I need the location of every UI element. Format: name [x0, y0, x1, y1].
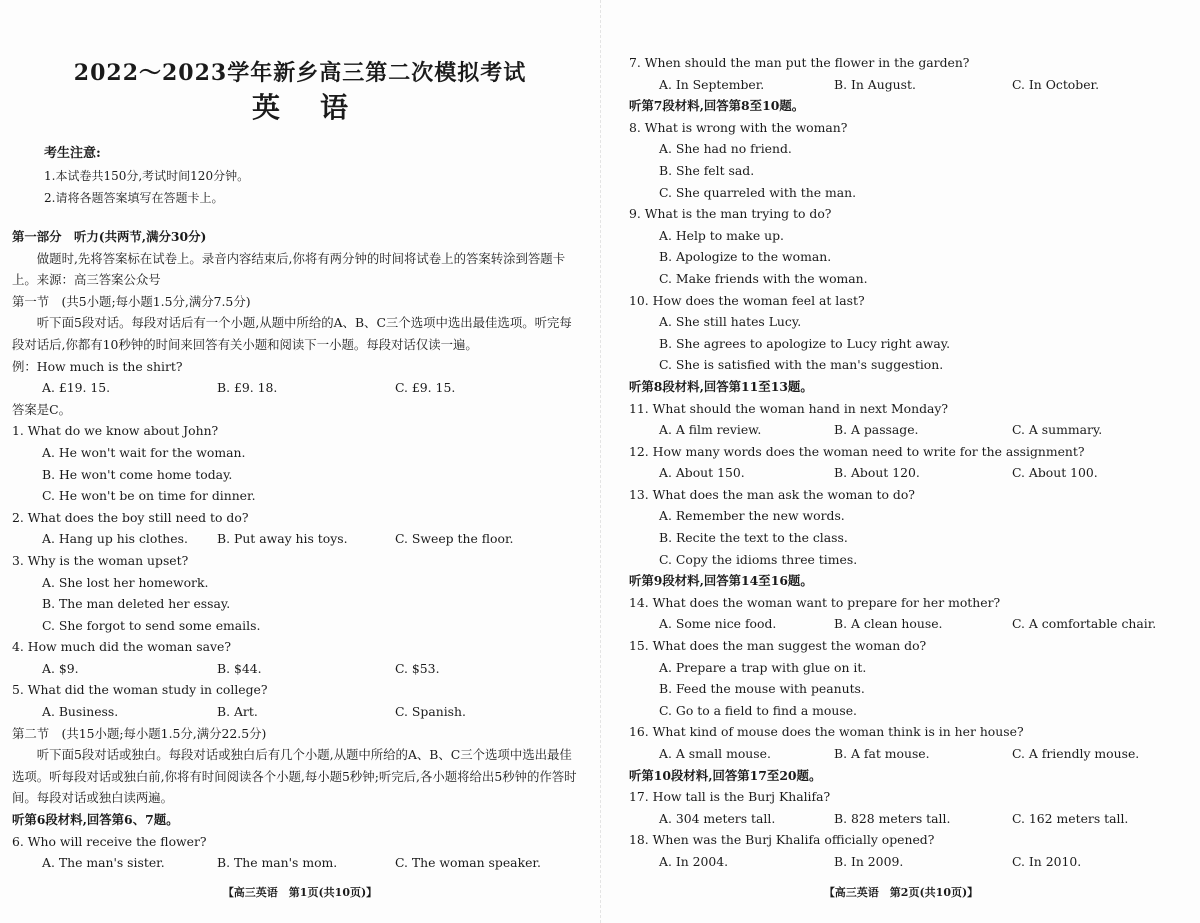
option-a: A. Remember the new words.	[659, 508, 845, 524]
option-a: A. £19. 15.	[42, 380, 111, 396]
question-5-options	[12, 701, 580, 723]
option-a: A. In September.	[659, 76, 765, 92]
page1-content	[12, 226, 580, 874]
question-6-options	[12, 852, 580, 874]
question-3: 3. Why is the woman upset?	[12, 552, 189, 568]
part1-intro: 做题时,先将答案标在试卷上。录音内容结束后,你将有两分钟的时间将试卷上的答案转涂到答题卡上。来源：高三答案公众号	[12, 250, 566, 288]
option-c: C. In October.	[1012, 76, 1100, 92]
option-b: B. Art.	[217, 704, 258, 720]
option-c: C. She is satisfied with the man's suggestion.	[659, 357, 944, 373]
option-a: A. About 150.	[659, 465, 745, 481]
listening-material-10: 听第10段材料,回答第17至20题。	[629, 767, 822, 783]
option-a: A. Some nice food.	[659, 616, 777, 632]
option-c: C. Sweep the floor.	[395, 531, 514, 547]
option-c: C. Make friends with the woman.	[659, 270, 868, 286]
option-a: A. A small mouse.	[659, 746, 771, 761]
option-a: A. A film review.	[659, 422, 762, 438]
option-a: A. Help to make up.	[659, 227, 784, 243]
option-a: A. $9.	[42, 660, 79, 676]
option-a: A. Business.	[42, 704, 119, 720]
exam-subject: 英语	[251, 91, 388, 124]
option-a: A. Hang up his clothes.	[42, 531, 188, 547]
option-c: C. Go to a field to find a mouse.	[659, 702, 857, 718]
question-13: 13. What does the man ask the woman to do?	[629, 486, 915, 502]
option-c: C. £9. 15.	[395, 380, 456, 396]
option-a: A. She lost her homework.	[42, 574, 209, 590]
question-14: 14. What does the woman want to prepare for her mother?	[629, 594, 1001, 610]
option-c: C. He won't be on time for dinner.	[42, 488, 256, 504]
option-c: C. A friendly mouse.	[1012, 746, 1140, 761]
option-a: A. The man's sister.	[42, 855, 165, 871]
question-16-options	[629, 743, 1171, 765]
option-c: C. Copy the idioms three times.	[659, 551, 858, 567]
option-b: B. He won't come home today.	[42, 466, 233, 482]
option-b: B. Recite the text to the class.	[659, 530, 848, 546]
question-12: 12. How many words does the woman need to write for the assignment?	[629, 443, 1085, 459]
listening-material-7: 听第7段材料,回答第8至10题。	[629, 98, 805, 114]
section1-intro: 听下面5段对话。每段对话后有一个小题,从题中所给的A、B、C三个选项中选出最佳选项。听完每段对话后,你都有10秒钟的时间来回答有关小题和阅读下一小题。每段对话仅读一遍。	[12, 315, 572, 352]
question-11-options	[629, 419, 1171, 441]
page2-content	[629, 52, 1171, 873]
option-b: B. $44.	[217, 660, 262, 676]
question-18-options	[629, 851, 1171, 873]
question-16: 16. What kind of mouse does the woman think is in her house?	[629, 724, 1024, 740]
notice-item: 2.请将各题答案填写在答题卡上。	[44, 191, 224, 205]
example-question: 例：How much is the shirt?	[12, 358, 183, 374]
question-7: 7. When should the man put the flower in the garden?	[629, 55, 970, 70]
candidate-notice	[44, 143, 249, 209]
question-2-options	[12, 528, 580, 550]
option-a: A. She had no friend.	[659, 141, 792, 157]
option-c: C. The woman speaker.	[395, 855, 541, 871]
question-11: 11. What should the woman hand in next Monday?	[629, 400, 949, 416]
option-c: C. $53.	[395, 660, 440, 676]
listening-material-6: 听第6段材料,回答第6、7题。	[12, 812, 179, 828]
option-c: C. She forgot to send some emails.	[42, 617, 261, 633]
option-a: A. 304 meters tall.	[659, 810, 776, 826]
question-12-options	[629, 462, 1171, 484]
option-b: B. Put away his toys.	[217, 531, 348, 547]
option-b: B. 828 meters tall.	[834, 810, 951, 826]
option-c: C. About 100.	[1012, 465, 1098, 481]
question-5: 5. What did the woman study in college?	[12, 682, 268, 698]
option-b: B. A passage.	[834, 422, 919, 438]
option-b: B. A fat mouse.	[834, 746, 930, 761]
section1-heading: 第一节 (共5小题;每小题1.5分,满分7.5分)	[12, 293, 251, 309]
example-answer: 答案是C。	[12, 401, 72, 417]
option-a: A. He won't wait for the woman.	[42, 444, 246, 460]
option-b: B. The man deleted her essay.	[42, 596, 231, 612]
option-b: B. Apologize to the woman.	[659, 249, 832, 265]
option-b: B. The man's mom.	[217, 855, 338, 871]
question-6: 6. Who will receive the flower?	[12, 833, 207, 849]
option-b: B. £9. 18.	[217, 380, 278, 396]
option-a: A. In 2004.	[659, 853, 729, 869]
question-4: 4. How much did the woman save?	[12, 639, 231, 655]
question-18: 18. When was the Burj Khalifa officially opened?	[629, 832, 935, 848]
option-b: B. She felt sad.	[659, 162, 755, 178]
question-17-options	[629, 808, 1171, 830]
option-c: C. 162 meters tall.	[1012, 810, 1129, 826]
question-10: 10. How does the woman feel at last?	[629, 292, 865, 308]
section2-intro: 听下面5段对话或独白。每段对话或独白后有几个小题,从题中所给的A、B、C三个选项中选出最佳选项。听每段对话或独白前,你将有时间阅读各个小题,每小题5秒钟;听完后,各小题将给出5秒钟的作答时间。每段对话或独白读两遍。	[12, 747, 577, 806]
question-14-options	[629, 613, 1171, 635]
listening-material-8: 听第8段材料,回答第11至13题。	[629, 378, 813, 394]
page-footer: 【高三英语 第1页(共10页)】	[222, 886, 378, 899]
option-b: B. About 120.	[834, 465, 920, 481]
option-b: B. In 2009.	[834, 853, 904, 869]
option-c: C. A comfortable chair.	[1012, 616, 1157, 632]
question-2: 2. What does the boy still need to do?	[12, 509, 249, 525]
question-1: 1. What do we know about John?	[12, 423, 219, 439]
question-15: 15. What does the man suggest the woman do?	[629, 638, 927, 654]
option-a: A. She still hates Lucy.	[659, 314, 802, 330]
example-options	[12, 377, 580, 399]
question-7-options	[629, 74, 1171, 96]
option-c: C. A summary.	[1012, 422, 1103, 438]
question-17: 17. How tall is the Burj Khalifa?	[629, 789, 831, 805]
option-c: C. Spanish.	[395, 704, 466, 720]
section2-heading: 第二节 (共15小题;每小题1.5分,满分22.5分)	[12, 725, 267, 741]
option-b: B. A clean house.	[834, 616, 943, 632]
exam-page-2	[600, 0, 1200, 923]
listening-material-9: 听第9段材料,回答第14至16题。	[629, 573, 813, 589]
part1-heading: 第一部分 听力(共两节,满分30分)	[12, 229, 207, 244]
question-4-options	[12, 658, 580, 680]
option-b: B. In August.	[834, 76, 916, 92]
exam-title: 2022～2023学年新乡高三第二次模拟考试	[73, 60, 527, 86]
option-a: A. Prepare a trap with glue on it.	[659, 659, 867, 675]
option-c: C. She quarreled with the man.	[659, 184, 857, 200]
option-c: C. In 2010.	[1012, 853, 1082, 869]
question-9: 9. What is the man trying to do?	[629, 206, 832, 222]
notice-item: 1.本试卷共150分,考试时间120分钟。	[44, 169, 250, 183]
page-footer: 【高三英语 第2页(共10页)】	[823, 886, 979, 899]
option-b: B. She agrees to apologize to Lucy right away.	[659, 335, 951, 351]
question-8: 8. What is wrong with the woman?	[629, 119, 848, 135]
notice-title: 考生注意:	[44, 146, 101, 161]
option-b: B. Feed the mouse with peanuts.	[659, 681, 865, 697]
